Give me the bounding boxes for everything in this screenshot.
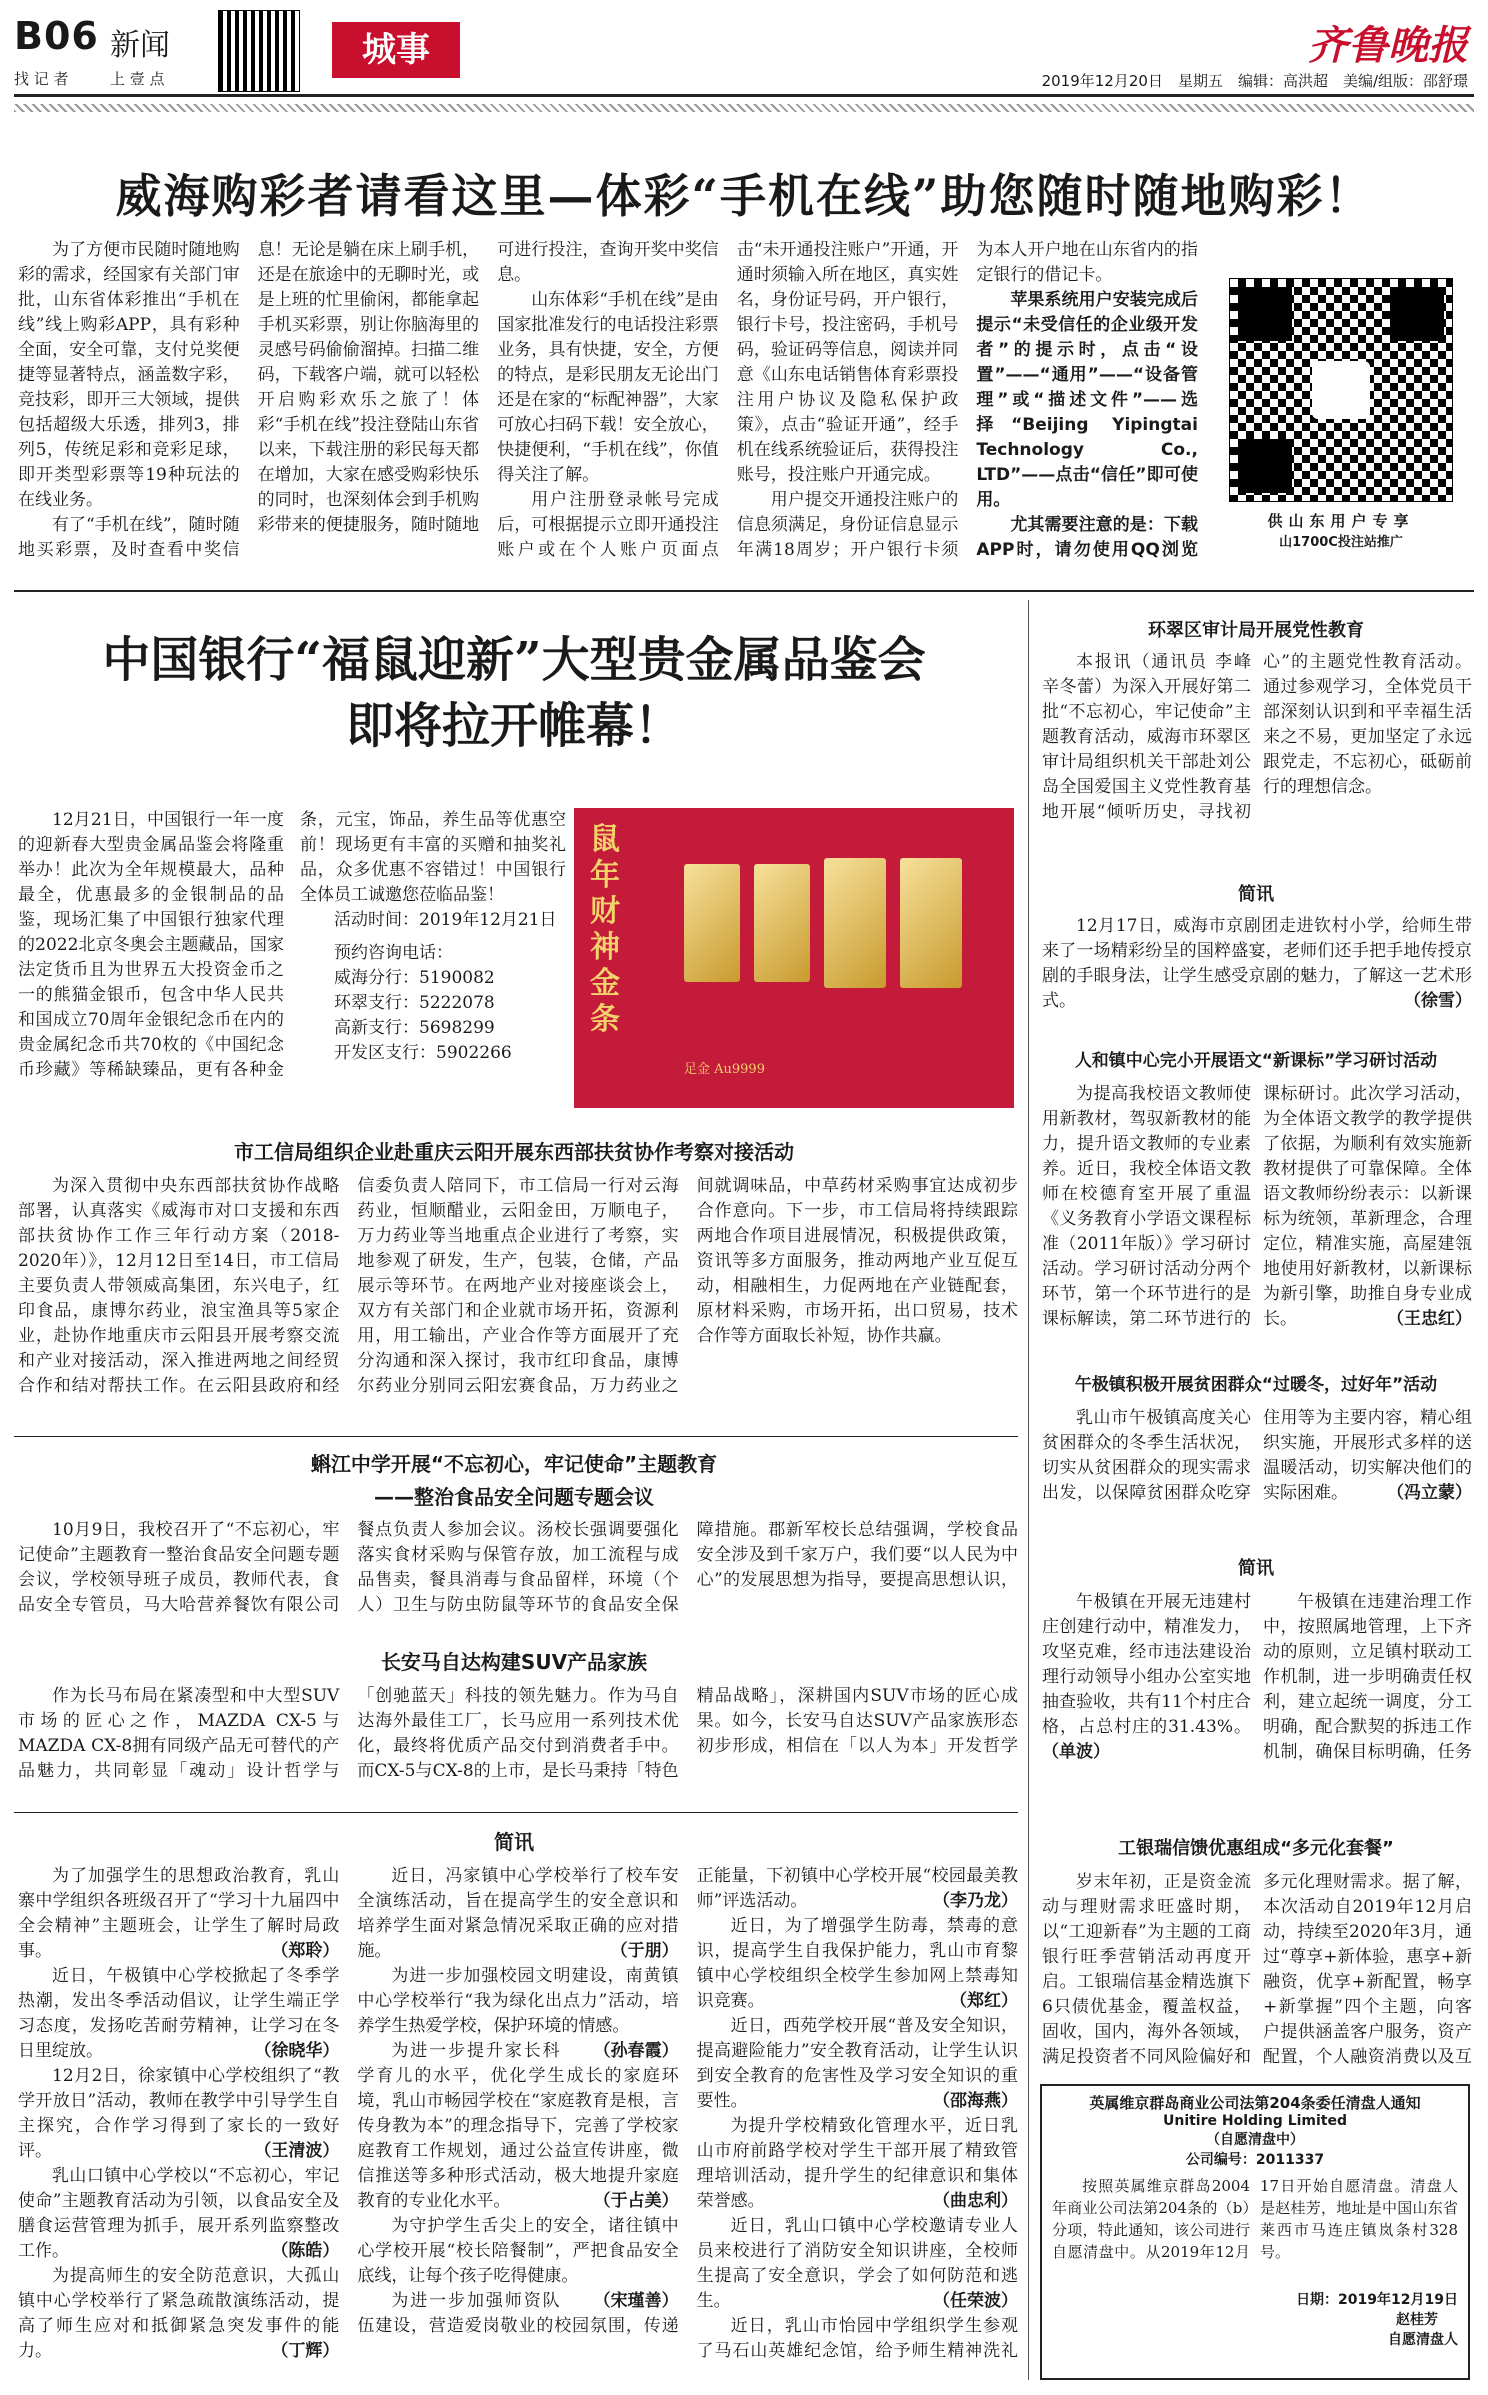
lanjiang-text-content: 10月9日，我校召开了“不忘初心，牢记使命”主题教育一整治食品安全问题专题会议，学校领导班子成员，教师代表，食品安全专管员，马大哈营养餐饮有限公司餐点负责人参加会议。汤校长强调要强化落实食材采购与保管存放，加工流程与成品售卖，餐具消毒与食品留样，环境（个人）卫生与防虫防鼠等环节的食品安全保障措施。郡新军校长总结强调，学校食品安全涉及到千家万户，我们要“以人民为中心”的发展思想为指导，要提高思想认识， <box>18 1520 1018 1615</box>
brief-item-author: （丁辉） <box>271 2341 340 2361</box>
liquidation-signer-role: 自愿清盘人 <box>1388 2332 1458 2348</box>
brief-item-author: （于朋） <box>610 1941 679 1961</box>
boc-phone: 威海分行：5190082 <box>334 968 495 988</box>
lanjiang-title-1: 蝌江中学开展“不忘初心，牢记使命”主题教育 <box>310 1452 718 1476</box>
brief-item <box>18 1864 339 1964</box>
wuji-content: 乳山市午极镇高度关心贫困群众的冬季生活状况，切实从贫困群众的现实需求出发，以保障贫困群众吃穿住用等为主要内容，精心组织实施，开展形式多样的送温暖活动，切实解决他们的实际困难。 <box>1042 1408 1472 1503</box>
renhe-title: 人和镇中心完小开展语文“新课标”学习研讨活动 <box>1074 1051 1438 1071</box>
lottery-paragraph: 为了方便市民随时随地购彩的需求，经国家有关部门审批，山东省体彩推出“手机在线”线上购彩APP，具有彩种全面，安全可靠，支付兑奖便捷等显著特点，涵盖数字彩，竞技彩，即开三大领域，提供包括超级大乐透，排列3，排列5，传统足彩和竞彩足球，即开类型彩票等19种玩法的在线业务。 <box>18 240 240 510</box>
brief-item <box>18 2164 339 2264</box>
brief-r2-author: （单波） <box>1042 1742 1110 1762</box>
liquidation-title: 英属维京群岛商业公司法第204条委任清盘人通知 <box>1089 2094 1421 2112</box>
brief-r1-title: 简讯 <box>1238 884 1274 905</box>
changan-body <box>18 1684 1018 1804</box>
gold-bar <box>824 858 886 988</box>
brief-r1-body <box>1042 914 1472 1034</box>
subtitle-left: 找 记 者 <box>14 70 69 88</box>
brief-item <box>357 2039 678 2214</box>
brief-item-author: （孙春霞） <box>593 2041 679 2061</box>
lottery-paragraph: 用户注册登录帐号完成后，可根据提示立即开通投注账户或在个人账户页面点击“未开通投注账户”开通，开通时须输入所在地区，真实姓名，身份证号码，开户银行，银行卡号，投注密码，手机号码，验证码等信息，阅读并同意《山东电话销售体育彩票投注用户协议及隐私保护政策》，点击“验证开通”，经手机在线系统验证后，获得投注账号，投注账户开通完成。 <box>497 240 959 560</box>
qr-caption: 供山东用户专享 <box>1267 512 1415 530</box>
brief-item <box>357 2214 679 2311</box>
lanjiang-body <box>18 1518 1018 1638</box>
divider <box>14 1436 1018 1437</box>
brief-item <box>18 2064 339 2164</box>
brief-item-text: 为了加强学生的思想政治教育，乳山寨中学组织各班级召开了“学习十九届四中全会精神”主题班会，让学生了解时局政事。 <box>18 1866 340 1961</box>
brief-item-author: （徐晓华） <box>254 2041 340 2061</box>
brief-item-author: （于占美） <box>593 2191 679 2211</box>
gold-bar <box>900 858 962 988</box>
brief-r2-content-2: 午极镇在违建治理工作中，按照属地管理，上下齐动的原则，立足镇村联动工作机制，进一步明确责任权利，建立起统一调度，分工明确，配合默契的拆违工作机制，确保目标明确，任务 <box>1263 1592 1472 1762</box>
brief-item-author: （宋瑾善） <box>593 2291 679 2311</box>
liquidation-signer: 赵桂芳 <box>1396 2312 1438 2328</box>
brief-item-author: （郑红） <box>949 1991 1018 2011</box>
date-line: 2019年12月20日 星期五 编辑：高洪超 美编/组版：邵舒璟 <box>1041 72 1468 90</box>
boc-text: 12月21日，中国银行一年一度的迎新春大型贵金属品鉴会将隆重举办！此次为全年规模最大，品种最全，优惠最多的金银制品的品鉴，现场汇集了中国银行独家代理的2022北京冬奥会主题藏品，国家法定货币且为世界五大投资金币之一的熊猫金银币，包含中华人民共和国成立70周年金银纪念币在内的贵金属纪念币共70枚的《中国纪念币珍藏》等稀缺臻品，更有各种金条，元宝，饰品，养生品等优惠空前！现场更有丰富的买赠和抽奖礼品，众多优惠不容错过！中国银行全体员工诚邀您莅临品鉴！ <box>18 810 566 1080</box>
brief-r1-author: （徐雪） <box>1404 991 1472 1011</box>
liquidation-company-no: 公司编号：2011337 <box>1185 2152 1325 2168</box>
brief-item-text: 近日，午极镇中心学校掀起了冬季学热潮，发出冬季活动倡议，让学生端正学习态度，发扬吃苦耐劳精神，让学习在冬日里绽放。 <box>18 1966 340 2061</box>
brief-item <box>18 2264 339 2364</box>
boc-phone: 高新支行：5698299 <box>334 1018 495 1038</box>
wuji-text <box>1042 1406 1472 1506</box>
liquidation-date: 日期：2019年12月19日 <box>1296 2292 1458 2308</box>
wuji-author: （冯立蒙） <box>1387 1483 1472 1503</box>
brief-item-text: 近日，冯家镇中心学校举行了校车安全演练活动，旨在提高学生的安全意识和培养学生面对紧急情况采取正确的应对措施。 <box>357 1866 679 1961</box>
brief-r2-title: 简讯 <box>1238 1558 1274 1579</box>
channel-label: 城事 <box>362 30 430 70</box>
column-divider <box>1028 600 1029 2380</box>
gold-bar-title: 鼠年 财神金条 <box>590 822 620 1037</box>
renhe-content: 为提高我校语文教师使用新教材，驾驭新教材的能力，提升语文教师的专业素养。近日，我校全体语文教师在校德育室开展了重温《义务教育小学语文课程标准（2011年版）》学习研讨活动。学习研讨活动分两个环节，第一个环节进行的是课标解读，第二环节进行的课标研讨。此次学习活动，为全体语文教学的教学提供了依据，为顺利有效实施新教材提供了可靠保障。全体语文教师纷纷表示：以新课标为统领，革新理念，合理定位，精准实施，高屋建瓴地使用好新教材，以新课标为新引擎，助推自身专业成长。 <box>1042 1084 1472 1329</box>
boc-phone: 开发区支行：5902266 <box>334 1043 512 1063</box>
lottery-headline: 威海购彩者请看这里—体彩“手机在线”助您随时随地购彩！ <box>115 169 1373 223</box>
gold-bar <box>754 864 810 982</box>
liquidation-text: 按照英属维京群岛2004年商业公司法第204条的（b）分项，特此通知，该公司进行自愿清盘中。从2019年12月17日开始自愿清盘。清盘人是赵桂芳，地址是中国山东省莱西市马连庄镇岚条村328号。 <box>1052 2177 1458 2261</box>
lottery-paragraph: 用户提交开通投注账户的信息须满足，身份证信息显示年满18周岁；开户银行卡须为本人开户地在山东省内的指定银行的借记卡。 <box>736 240 1198 560</box>
brand-logo: 齐鲁晚报 <box>1308 22 1468 69</box>
icbc-body <box>1042 1870 1472 2076</box>
masthead-qr-code[interactable] <box>218 10 300 92</box>
brief-item-text: 为守护学生舌尖上的安全，诸往镇中心学校开展“校长陪餐制”，严把食品安全底线，让每个孩子吃得健康。 <box>357 2216 679 2286</box>
brief-item-author: （曲忠利） <box>932 2191 1018 2211</box>
renhe-author: （王忠红） <box>1387 1309 1472 1329</box>
lottery-qr-panel <box>1210 278 1472 568</box>
page-number: B06 <box>14 14 99 58</box>
lottery-paragraph: 有了“手机在线”，随时随地买彩票，及时查看中奖信息！无论是躺在床上刷手机，还是在旅途中的无聊时光，或是上班的忙里偷闲，都能拿起手机买彩票，别让你脑海里的灵感号码偷偷溜掉。扫描二维码，下载客户端，就可以轻松开启购彩欢乐之旅了！体彩“手机在线”投注登陆山东省以来，下载注册的彩民每天都在增加，大家在感受购彩快乐的同时，也深刻体会到手机购彩带来的便捷服务，随时随地可进行投注，查询开奖中奖信息。 <box>18 240 719 560</box>
brief-item-text: 为进一步加强校园文明建设，南黄镇中心学校举行“我为绿化出点力”活动，培养学生热爱学校，保护环境的情感。 <box>357 1966 679 2036</box>
boc-body <box>18 808 566 1120</box>
liquidation-body <box>1052 2175 1458 2289</box>
brief-item-text: 12月2日，徐家镇中心学校组织了“教学开放日”活动，教师在教学中引导学生自主探究，合作学习得到了家长的一致好评。 <box>18 2066 340 2161</box>
brief-item <box>697 2114 1018 2214</box>
special-note: 尤其需要注意的是：下载APP时，请勿使用QQ浏览 <box>976 515 1198 560</box>
lanjiang-title-2: ——整治食品安全问题专题会议 <box>374 1485 654 1509</box>
renhe-text <box>1042 1082 1472 1332</box>
brief-item-author: （郑聆） <box>271 1941 340 1961</box>
brief-r1-text <box>1042 914 1472 1014</box>
wuji-title: 午极镇积极开展贫困群众“过暖冬，过好年”活动 <box>1074 1375 1438 1395</box>
brief-item-author: （邵海燕） <box>932 2091 1018 2111</box>
poverty-title: 市工信局组织企业赴重庆云阳开展东西部扶贫协作考察对接活动 <box>234 1140 794 1164</box>
brief-item-author: （陈皓） <box>271 2241 340 2261</box>
lottery-body <box>18 238 1198 564</box>
lanjiang-text <box>18 1518 1018 1638</box>
briefs-title: 简讯 <box>494 1830 534 1854</box>
lottery-qr-code[interactable] <box>1229 278 1453 502</box>
divider <box>14 590 1474 592</box>
boc-headline <box>14 630 1014 762</box>
huancui-title: 环翠区审计局开展党性教育 <box>1148 620 1364 641</box>
lanjiang-title <box>14 1448 1014 1510</box>
channel-badge <box>332 22 460 78</box>
brief-item <box>697 2014 1018 2114</box>
brief-item <box>697 2214 1018 2314</box>
qr-subcaption: 山1700C投注站推广 <box>1279 535 1403 550</box>
section-label: 新闻 <box>110 28 170 63</box>
liquidation-company: Unitire Holding Limited <box>1162 2113 1348 2129</box>
wuji-body <box>1042 1406 1472 1534</box>
boc-activity-time: 活动时间：2019年12月21日 <box>334 910 557 930</box>
brief-item-author: （李乃龙） <box>932 1891 1018 1911</box>
brief-item-text: 为提升学校精致化管理水平，近日乳山市府前路学校对学生干部开展了精致管理培训活动，提升学生的纪律意识和集体荣誉感。 <box>696 2116 1018 2211</box>
changan-title: 长安马自达构建SUV产品家族 <box>380 1650 648 1674</box>
masthead-hatch <box>14 104 1474 112</box>
renhe-body <box>1042 1082 1472 1360</box>
brief-item <box>357 1864 678 1964</box>
gold-bar-ad-image <box>574 808 1014 1108</box>
changan-text: 作为长马布局在紧凑型和中大型SUV市场的匠心之作，MAZDA CX-5与MAZDA CX-8拥有同级产品无可替代的产品魅力，共同彰显「魂动」设计哲学与「创驰蓝天」科技的领先魅力。作为马自达海外最佳工厂，长马应用一系列技术优化，最终将优质产品交付到消费者手中。而CX-5与CX-8的上市，是长马秉持「特色精品战略」，深耕国内SUV市场的匠心成果。如今，长安马自达SUV产品家族形态初步形成，相信在「以人为本」开发哲学 <box>18 1686 1018 1781</box>
brief-item <box>18 1964 339 2064</box>
brief-item-text: 为进一步加强师资队伍建设，营造爱岗敬业的校园氛围，传递正能量，下初镇中心学校开展“校园最美教师”评选活动。 <box>357 1866 1018 2336</box>
brief-item-text: 为提高师生的安全防范意识，大孤山镇中心学校举行了紧急疏散演练活动，提高了师生应对和抵御紧急突发事件的能力。 <box>18 2266 340 2361</box>
brief-item-text: 近日，为了增强学生防毒，禁毒的意识，提高学生自我保护能力，乳山市育黎镇中心学校组织全校学生参加网上禁毒知识竞赛。 <box>696 1916 1018 2011</box>
gold-bar-caption: 足金 Au9999 <box>684 1062 765 1077</box>
brief-item-text: 近日，乳山口镇中心学校邀请专业人员来校进行了消防安全知识讲座，全校师生提高了安全意识，学会了如何防范和逃生。 <box>696 2216 1018 2311</box>
brief-item-text: 近日，乳山市怡园中学组织学生参观了马石山英雄纪念馆，给予师生精神洗礼 <box>696 2316 1018 2361</box>
poverty-text: 为深入贯彻中央东西部扶贫协作战略部署，认真落实《威海市对口支援和东西部扶贫协作工作三年行动方案（2018-2020年）》，12月12日至14日，市工信局主要负责人带领威高集团，东兴电子，红印食品，康博尔药业，浪宝渔具等5家企业，赴协作地重庆市云阳县开展考察交流和产业对接活动，深入推进两地之间经贸合作和结对帮扶工作。在云阳县政府和经信委负责人陪同下，市工信局一行对云海药业，恒顺醋业，云阳金田，万顺电子，万力药业等当地重点企业进行了考察，实地参观了研发，生产，包装，仓储，产品展示等环节。在两地产业对接座谈会上，双方有关部门和企业就市场开拓，资源利用，用工输出，产业合作等方面展开了充分沟通和深入探讨，我市红印食品，康博尔药业分别同云阳宏赛食品，万力药业之间就调味品，中草药材采购事宜达成初步合作意向。下一步，市工信局将持续跟踪两地合作项目进展情况，积极提供政策，资讯等多方面服务，推动两地产业互促互动，相融相生，力促两地在产业链配套，原材料采购，市场开拓，出口贸易，技术合作等方面取长补短，协作共赢。 <box>18 1176 1018 1396</box>
poverty-body <box>18 1174 1018 1429</box>
boc-headline-2: 即将拉开帷幕！ <box>345 698 682 754</box>
lottery-logo-icon <box>1312 361 1370 419</box>
brief-item <box>357 1964 679 2061</box>
masthead-rule <box>14 94 1474 97</box>
brief-item-text: 为进一步提升家长科学育儿的水平，优化学生成长的家庭环境，乳山市畅园学校在“家庭教育是根，言传身教为本”的理念指导下，完善了学校家庭教育工作规划，通过公益宣传讲座，微信推送等多种形式活动，极大地提升家庭教育的专业化水平。 <box>357 2041 679 2211</box>
boc-headline-1: 中国银行“福鼠迎新”大型贵金属品鉴会 <box>102 632 926 688</box>
brief-r2-text <box>1042 1590 1251 1765</box>
liquidation-notice <box>1040 2084 1470 2380</box>
huancui-text: 本报讯（通讯员 李峰 辛冬蕾）为深入开展好第二批“不忘初心，牢记使命”主题教育活动，威海市环翠区审计局组织机关干部赴刘公岛全国爱国主义党性教育基地开展“倾听历史，寻找初心”的主题党性教育活动。通过参观学习，全体党员干部深刻认识到和平幸福生活来之不易，更加坚定了永远跟党走，不忘初心，砥砺前行的理想信念。 <box>1042 652 1472 822</box>
boc-hotline-title: 预约咨询电话： <box>334 943 453 963</box>
brief-r2-body <box>1042 1590 1472 1812</box>
gold-bar <box>684 864 740 982</box>
subtitle-right: 上 壹 点 <box>110 70 165 88</box>
brief-r1-content: 12月17日，威海市京剧团走进钦村小学，给师生带来了一场精彩纷呈的国粹盛宴，老师们还手把手地传授京剧的手眼身法，让学生感受京剧的魅力，了解这一艺术形式。 <box>1042 916 1472 1011</box>
icbc-title: 工银瑞信馈优惠组成“多元化套餐” <box>1118 1838 1394 1859</box>
icbc-text: 岁末年初，正是资金流动与理财需求旺盛时期，以“工迎新春”为主题的工商银行旺季营销活动再度开启。工银瑞信基金精选旗下6只债优基金，覆盖权益，固收，国内，海外各领域，满足投资者不同风险偏好和多元化理财需求。据了解，本次活动自2019年12月启动，持续至2020年3月，通过“尊享+新体验，惠享+新融资，优享+新配置，畅享+新掌握”四个主题，向客户提供涵盖客户服务，资产配置，个人融资消费以及互 <box>1042 1872 1472 2067</box>
brief-r2-content: 午极镇在开展无违建村庄创建行动中，精准发力，攻坚克难，经市违法建设治理行动领导小组办公室实地抽查验收，共有11个村庄合格，占总村庄的31.43%。 <box>1042 1592 1251 1737</box>
brief-item <box>697 1914 1018 2014</box>
brief-item-author: （王清波） <box>254 2141 340 2161</box>
briefs-list <box>18 1864 1018 2384</box>
apple-note: 苹果系统用户安装完成后提示“未受信任的企业级开发者”的提示时，点击“设置”——“通用”——“设备管理”或“描述文件”——选择“Beijing Yipingtai Technology Co., LTD”——点击“信任”即可使用。 <box>976 290 1198 510</box>
lottery-paragraph: 山东体彩“手机在线”是由国家批准发行的电话投注彩票业务，具有快捷，安全，方便的特点，是彩民朋友无论出门还是在家的“标配神器”，大家可放心扫码下载！安全放心，快捷便利，“手机在线”，你值得关注了解。 <box>497 290 719 485</box>
brief-item-author: （任荣波） <box>932 2291 1018 2311</box>
brief-item-text: 乳山口镇中心学校以“不忘初心，牢记使命”主题教育活动为引领，以食品安全及膳食运营管理为抓手，展开系列监察整改工作。 <box>18 2166 340 2261</box>
liquidation-status: （自愿清盘中） <box>1206 2132 1304 2148</box>
divider <box>14 1812 1018 1813</box>
brief-item-text: 近日，西苑学校开展“普及安全知识，提高避险能力”安全教育活动，让学生认识到安全教育的危害性及学习安全知识的重要性。 <box>696 2016 1018 2111</box>
huancui-body <box>1042 650 1472 878</box>
brief-r2-text <box>1263 1590 1472 1812</box>
boc-phone: 环翠支行：5222078 <box>334 993 495 1013</box>
